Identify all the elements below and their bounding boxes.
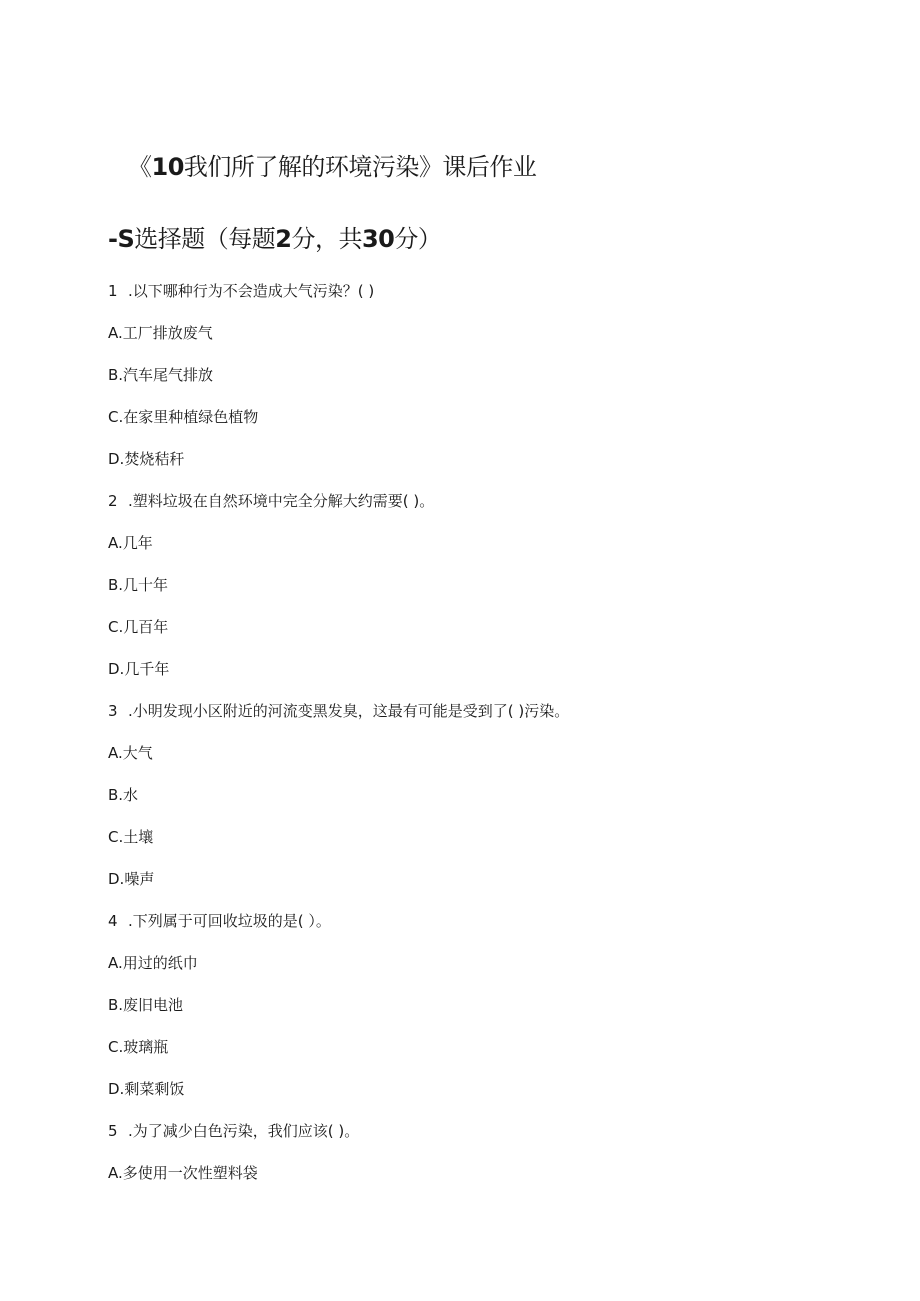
section-points-each: 2: [275, 225, 292, 253]
question-3-option-c: C.土壤: [108, 828, 154, 846]
question-2-option-a: A.几年: [108, 534, 153, 552]
title-number: 10: [151, 153, 184, 181]
question-text: .塑料垃圾在自然环境中完全分解大约需要( )。: [128, 492, 435, 510]
question-number: 5: [108, 1122, 118, 1140]
question-1-option-b: B.汽车尾气排放: [108, 366, 214, 384]
question-text: .以下哪种行为不会造成大气污染？( ): [128, 282, 375, 300]
question-4-option-a: A.用过的纸巾: [108, 954, 198, 972]
question-2-option-c: C.几百年: [108, 618, 169, 636]
section-text-3: 分）: [394, 225, 442, 253]
title-rest: 我们所了解的环境污染》课后作业: [183, 153, 537, 181]
question-number: 4: [108, 912, 118, 930]
question-1-option-d: D.焚烧秸秆: [108, 450, 185, 468]
question-number: 2: [108, 492, 118, 510]
question-text: .为了减少白色污染，我们应该( )。: [128, 1122, 360, 1140]
question-2: [108, 490, 434, 512]
question-4-option-c: C.玻璃瓶: [108, 1038, 169, 1056]
question-1-option-c: C.在家里种植绿色植物: [108, 408, 259, 426]
question-1: [108, 280, 374, 302]
question-text: .小明发现小区附近的河流变黑发臭，这最有可能是受到了( )污染。: [128, 702, 570, 720]
section-text-1: 选择题（每题: [134, 225, 276, 253]
question-3-option-b: B.水: [108, 786, 139, 804]
title-prefix: 《: [128, 153, 152, 181]
question-4-option-b: B.废旧电池: [108, 996, 184, 1014]
section-heading: [108, 222, 441, 256]
question-number: 1: [108, 282, 118, 300]
question-text: .下列属于可回收垃圾的是( ）。: [128, 912, 331, 930]
section-prefix: -S: [108, 225, 135, 253]
question-number: 3: [108, 702, 118, 720]
question-4-option-d: D.剩菜剩饭: [108, 1080, 185, 1098]
section-points-total: 30: [361, 225, 395, 253]
question-4: [108, 910, 331, 932]
document-title: [128, 150, 536, 184]
question-2-option-b: B.几十年: [108, 576, 169, 594]
question-3-option-d: D.噪声: [108, 870, 155, 888]
question-2-option-d: D.几千年: [108, 660, 170, 678]
question-5: [108, 1120, 359, 1142]
question-1-option-a: A.工厂排放废气: [108, 324, 213, 342]
question-3: [108, 700, 569, 722]
question-3-option-a: A.大气: [108, 744, 153, 762]
section-text-2: 分，共: [291, 225, 362, 253]
question-5-option-a: A.多使用一次性塑料袋: [108, 1164, 258, 1182]
